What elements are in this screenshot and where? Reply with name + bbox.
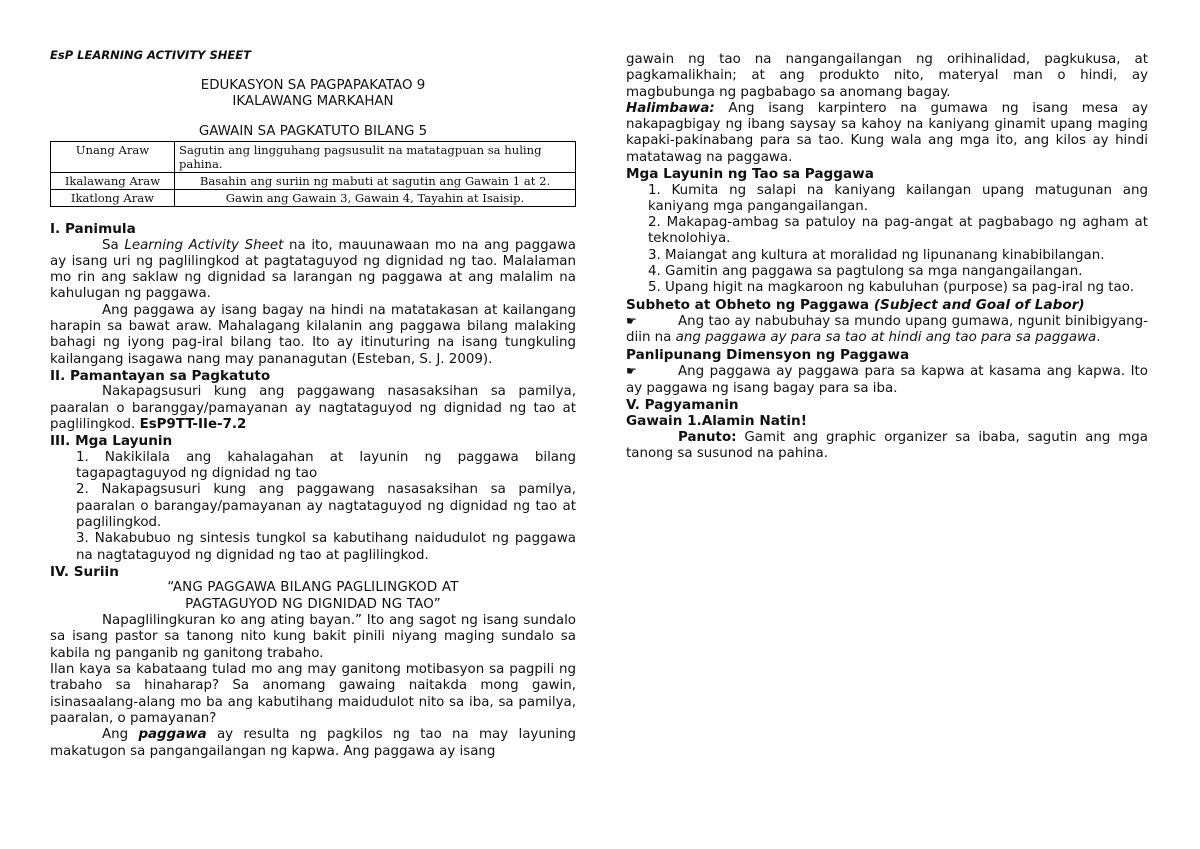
suriin-paragraph-3: Ang paggawa ay resulta ng pagkilos ng tao na may layuning makatugon sa pangangailangan ng kapwa. Ang paggawa ay isang [50, 727, 577, 759]
list-item: 4. Gamitin ang paggawa sa pagtulong sa mga nangangailangan. [648, 264, 1083, 280]
section-heading-panimula: I. Panimula [50, 221, 136, 237]
objectives-list [50, 450, 576, 564]
schedule-day: Ikatlong Araw [51, 190, 175, 207]
pamantayan-text: Nakapagsusuri kung ang paggawang nasasaksihan sa pamilya, paaralan o baranggay/pamayanan ay nagtataguyod ng dignidad ng tao at paglilingkod. EsP9TT-IIe-7.2 [50, 384, 576, 432]
reading-title-line-2: PAGTAGUYOD NG DIGNIDAD NG TAO” [185, 596, 441, 612]
purposes-list [626, 183, 1148, 297]
competency-code: EsP9TT-IIe-7.2 [139, 416, 247, 432]
list-item: 1. Kumita ng salapi na kaniyang kailangan upang matugunan ang kaniyang mga pangangailangan. [648, 182, 1148, 214]
list-item: 3. Nakabubuo ng sintesis tungkol sa kabutihang naidudulot ng paggawa na nagtataguyod ng dignidad ng tao at paglilingkod. [76, 531, 576, 563]
list-item: 1. Nakikilala ang kahalagahan at layunin ng paggawa bilang tagapagtaguyod ng dignidad ng tao [76, 449, 576, 482]
table-row [51, 190, 576, 207]
activity-title: GAWAIN SA PAGKATUTO BILANG 5 [198, 124, 428, 139]
panuto-paragraph: Panuto: Gamit ang graphic organizer sa ibaba, sagutin ang mga tanong sa susunod na pahina. [626, 429, 1148, 462]
schedule-task: Sagutin ang lingguhang pagsusulit na matatagpuan sa huling pahina. [175, 142, 576, 173]
panuto-label: Panuto: [678, 429, 737, 445]
schedule-day: Unang Araw [51, 142, 175, 173]
subheto-paragraph: ☛ Ang tao ay nabubuhay sa mundo upang gumawa, ngunit binibigyang-diin na ang paggawa ay para sa tao at hindi ang tao para sa paggawa. [626, 314, 1148, 346]
left-column [50, 48, 576, 760]
section-heading-layunin-tao: Mga Layunin ng Tao sa Paggawa [626, 166, 874, 183]
suriin-paragraph-2: Ilan kaya sa kabataang tulad mo ang may ganitong motibasyon sa pagpili ng trabaho sa hinaharap? Sa anomang gawaing naitakda mong gawin, isinasaalang-alang mo ba ang kabutihang maidudulot nito sa iba, sa pamilya, paaralan, o pamayanan? [50, 662, 576, 726]
section-heading-subheto: Subheto at Obheto ng Paggawa (Subject and Goal of Labor) [626, 296, 1085, 313]
section-heading-pamantayan: II. Pamantayan sa Pagkatuto [50, 367, 271, 384]
list-item: 5. Upang higit na magkaroon ng kabuluhan (purpose) sa pag-iral ng tao. [648, 280, 1134, 296]
halimbawa-paragraph: Halimbawa: Ang isang karpintero na gumawa ng isang mesa ay nakapagbigay ng ibang saysay sa kahoy na kaniyang ginamit upang maging kapaki-pakinabang para sa tao. Kung wala ang mga ito, ang kilos ay hindi matatawag na paggawa. [626, 100, 1148, 165]
section-heading-pagyamanin: V. Pagyamanin [626, 396, 739, 413]
list-item: 3. Maiangat ang kultura at moralidad ng lipunanang kinabibilangan. [648, 247, 1105, 263]
list-item: 2. Nakapagsusuri kung ang paggawang nasasaksihan sa pamilya, paaralan o barangay/pamayanan ay nagtataguyod ng dignidad ng tao at paglilingkod. [76, 482, 576, 530]
sheet-label: EsP LEARNING ACTIVITY SHEET [50, 48, 251, 62]
schedule-table [50, 141, 576, 207]
schedule-task: Basahin ang suriin ng mabuti at sagutin ang Gawain 1 at 2. [175, 173, 576, 190]
section-heading-suriin: IV. Suriin [50, 563, 119, 580]
pointing-hand-icon: ☛ [626, 364, 637, 379]
right-column [626, 52, 1148, 462]
panimula-paragraph-1: Sa Learning Activity Sheet na ito, mauunawaan mo na ang paggawa ay isang uri ng paglilingkod at pagtataguyod ng dignidad ng tao. Malalaman mo rin ang saklaw ng dignidad sa larangan ng paggawa at ang malalim na kahulugan ng paggawa. [50, 237, 576, 302]
schedule-day: Ikalawang Araw [51, 173, 175, 190]
section-heading-panlipunan: Panlipunang Dimensyon ng Paggawa [626, 346, 910, 363]
table-row [51, 142, 576, 173]
section-heading-layunin: III. Mga Layunin [50, 433, 173, 450]
activity-heading-gawain-1: Gawain 1.Alamin Natin! [626, 413, 807, 430]
reading-title-line-1: “ANG PAGGAWA BILANG PAGLILINGKOD AT [167, 580, 459, 596]
halimbawa-label: Halimbawa: [626, 100, 715, 116]
suriin-paragraph-1: Napaglilingkuran ko ang ating bayan.” Ito ang sagot ng isang sundalo sa isang pastor sa tanong nito kung bakit pinili niyang maging sundalo sa kabila ng panganib ng ganitong trabaho. [50, 613, 576, 661]
panlipunan-paragraph: ☛ Ang paggawa ay paggawa para sa kapwa at kasama ang kapwa. Ito ay paggawa ng isang bagay para sa iba. [626, 364, 1148, 396]
panimula-paragraph-2: Ang paggawa ay isang bagay na hindi na matatakasan at kailangang harapin sa bawat araw. Mahalagang kilalanin ang paggawa bilang malaking bahagi ng iyong pag-iral bilang tao. Ito ay itinuturing na isang tungkuling kailangang isagawa nang may pananagutan (Esteban, S. J. 2009). [50, 302, 576, 367]
subject-title: EDUKASYON SA PAGPAPAKATAO 9 [200, 78, 426, 93]
list-item: 2. Makapag-ambag sa patuloy na pag-angat at pagbabago ng agham at teknolohiya. [648, 215, 1148, 247]
quarter-title: IKALAWANG MARKAHAN [232, 94, 394, 109]
continued-paragraph: gawain ng tao na nangangailangan ng orihinalidad, pagkukusa, at pagkamalikhain; at ang produkto nito, materyal man o hindi, ay magbubunga ng pagbabago sa anomang bagay. [626, 52, 1148, 100]
schedule-task: Gawin ang Gawain 3, Gawain 4, Tayahin at Isaisip. [175, 190, 576, 207]
table-row [51, 173, 576, 190]
pointing-hand-icon: ☛ [626, 314, 637, 329]
